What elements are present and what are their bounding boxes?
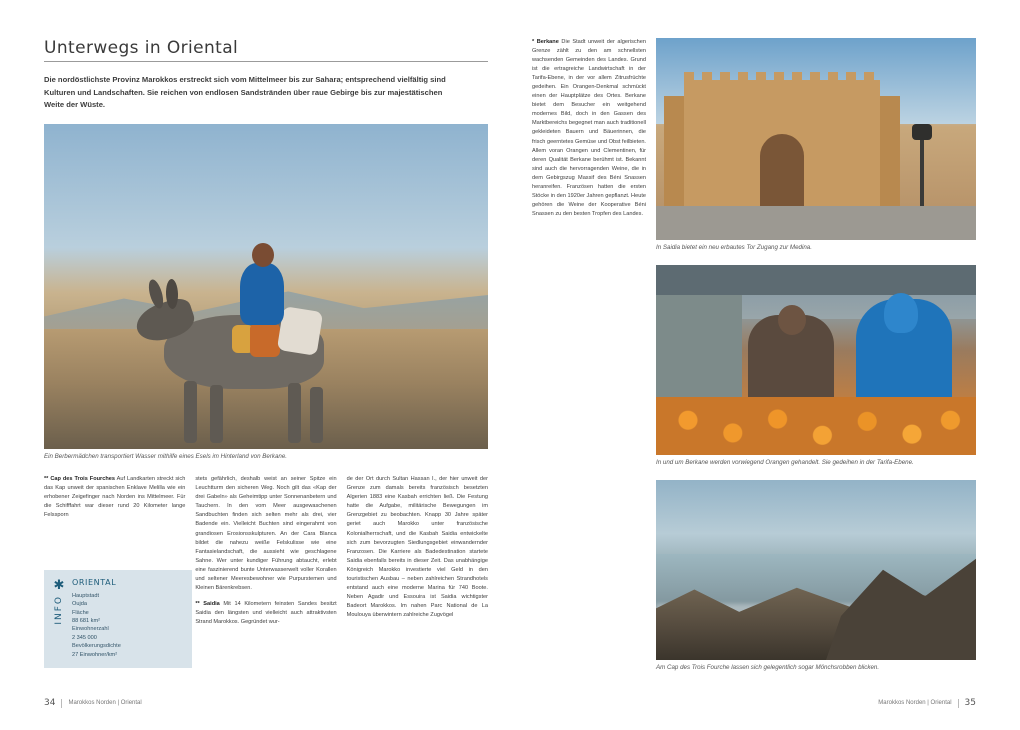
section-heading-berkane: * Berkane <box>532 39 559 45</box>
folio-left: 34 <box>44 698 56 708</box>
gate-crenellation <box>684 72 880 84</box>
info-row-flaeche <box>72 609 186 626</box>
market-canopy <box>656 265 976 295</box>
market-customer-head <box>884 293 918 333</box>
caption-berkane-market: In und um Berkane werden vorwiegend Orangen gehandelt. Sie gedeihen in der Tarifa-Ebene. <box>656 459 914 466</box>
right-photo-stack <box>656 38 976 671</box>
donkey-leg-3 <box>288 383 301 443</box>
star-icon: ✱ <box>53 576 65 592</box>
section-heading-cap-des-trois-fourches: ** Cap des Trois Fourches <box>44 476 115 483</box>
info-key-flaeche: Fläche <box>72 609 89 616</box>
water-container-orange <box>250 323 280 357</box>
info-row-hauptstadt <box>72 592 186 609</box>
info-box-tab-label: INFO <box>54 594 64 625</box>
info-value-flaeche: 88 681 km² <box>72 618 100 625</box>
donkey-leg-1 <box>184 381 197 443</box>
column-3-body: de der Ort durch Sultan Hassan I., der hier unweit der Grenze zum damals bereits französisch besetzten Algerien 1883 eine Kasbah errichten ließ. Die Festung hatte die Aufgabe, militärische Bewegungen im Grenzgebiet zu beobachten. Knapp 30 Jahre später geriet auch Marokko unter französische Kolonialherrschaft, und die Kasbah Saidia entwickelte sich zum bevorzugten Siedlungsgebiet einwandernder Franzosen. Die Karriere als Badedestination startete Saidia ebenfalls bereits in dieser Zeit. Das unabhängige Königreich Marokko investierte viel Geld in den touristischen Ausbau – neben zahlreichen Strandhotels entstand auch eine moderne Marina für 740 Boote. Neben Agadir und Essouira ist Saidia wichtigster Badeort Marokkos. Im nahen Parc National de La Moulouya überwintern zahlreiche Zugvögel <box>346 476 488 618</box>
caption-saidia-gate: In Saidia bietet ein neu erbautes Tor Zugang zur Medina. <box>656 244 812 251</box>
donkey-ear-right <box>165 278 178 308</box>
footer-text-left: Marokkos Norden | Oriental <box>68 700 142 706</box>
column-2 <box>195 475 336 634</box>
right-page <box>510 0 1020 730</box>
info-value-einwohnerzahl: 2 345 000 <box>72 634 97 641</box>
street-lamp-head <box>912 124 932 140</box>
market-stall <box>656 295 742 413</box>
page-title: Unterwegs in Oriental <box>44 38 239 58</box>
photo-cap-des-trois-fourches <box>656 480 976 660</box>
footer-text-right: Marokkos Norden | Oriental <box>878 700 952 706</box>
footer-divider-left <box>61 699 62 708</box>
title-divider <box>44 61 488 62</box>
info-key-hauptstadt: Hauptstadt <box>72 592 100 599</box>
hero-photo-donkey <box>44 124 488 449</box>
donkey-leg-4 <box>310 387 323 443</box>
caption-cap-des-trois-fourches: Am Cap des Trois Fourche lassen sich gelegentlich sogar Mönchsrobben blicken. <box>656 664 880 671</box>
column-3 <box>347 475 488 634</box>
left-page-footer <box>44 698 142 708</box>
section-heading-saidia: ** Saidia <box>195 600 220 607</box>
girl-head <box>252 243 274 267</box>
info-value-bevoelkerungsdichte: 27 Einwohner/km² <box>72 651 118 658</box>
orange-pile <box>656 397 976 455</box>
column-2-body: stets gefährlich, deshalb weist an seiner Spitze ein Leuchtturm den sicheren Weg. Noch gilt das «Kap der drei Gabeln» als Geheimtipp unter Sonnenanbetern und Tauchern. In den vom Meer ausgewaschenen Sandbuchten finden sich selten mehr als drei, vier Badende ein. Vielleicht Buchten sind eingerahmt von grandiosen Erosionsskulpturen. An der Cara Blanca bildet die nahezu weiße Felskulisse wie eine Fantasielandschaft, die aussieht wie geschlagene Sahne. Wer unter kundiger Führung abtaucht, erlebt eine faszinierend bunte Unterwasserwelt voller Korallen und seltener Meeresbewohner wie Purpurstemen und Kleinen Bärenkrebsen. <box>195 476 337 591</box>
info-box <box>44 570 192 668</box>
photo-berkane-market <box>656 265 976 455</box>
folio-right: 35 <box>964 698 976 708</box>
intro-paragraph: Die nordöstlichste Provinz Marokkos erstreckt sich vom Mittelmeer bis zur Sahara; entsprechend vielfältig sind Kulturen und Landschaften. Sie reichen von endlosen Sandstränden über raue Gebirge bis zur majestätischen Weite der Wüste. <box>44 75 446 110</box>
footer-divider-right <box>958 699 959 708</box>
right-page-footer <box>878 698 976 708</box>
info-key-einwohnerzahl: Einwohnerzahl <box>72 626 109 633</box>
right-content-grid <box>532 38 976 671</box>
info-row-einwohnerzahl <box>72 625 186 642</box>
hero-photo-caption: Ein Berbermädchen transportiert Wasser mithilfe eines Esels im Hinterland von Berkane. <box>44 452 288 460</box>
info-box-tab <box>48 578 70 659</box>
info-key-bevoelkerungsdichte: Bevölkerungsdichte <box>72 643 121 650</box>
info-row-bevoelkerungsdichte <box>72 642 186 659</box>
right-column-body: Die Stadt unweit der algerischen Grenze zählt zu den am schnellsten wachsenden Gemeinden des Landes. Grund ist die ertragreiche Landwirtschaft in der Tarifa-Ebene, in der vor allem Zitrusfrüchte gedeihen. Ein Orangen-Denkmal schmückt einen der Hauptplätze des Ortes. Berkane bietet dem Besucher ein weitgehend modernes Bild, doch in den Gassen des Marktbereichs begegnet man auch traditionell gekleideten Bauern und Bäuerinnen, die frisch geerntetes Gemüse und Obst feilbieten. Allem voran Orangen und Clementinen, für deren Qualität Berkane berühmt ist. Bekannt sind auch die hervorragenden Weine, die in dem Gebirgszug Massif des Béni Snassen heranreifen. Französen hatten die ersten Stöcke in den 1920er Jahren gepflanzt. Heute gehören die Weine der Kooperative Béni Snassen zu den besten Tropfen des Landes. <box>532 39 646 217</box>
photo-saidia-gate <box>656 38 976 240</box>
gate-road <box>656 206 976 240</box>
right-column-text <box>532 38 646 671</box>
donkey-leg-2 <box>210 385 223 443</box>
column-2-body-saidia: Mit 14 Kilometern feinsten Sandes besitzt Saidia den längsten und vielleicht auch attraktivsten Strand Marokkos. Gegründet wur- <box>195 600 337 625</box>
info-value-hauptstadt: Oujda <box>72 601 87 608</box>
info-box-body <box>70 578 186 659</box>
market-vendor-head <box>778 305 806 335</box>
info-box-title: ORIENTAL <box>72 577 117 587</box>
girl-body <box>240 263 284 325</box>
column-1-body: Auf Landkarten streckt sich das Kap unweit der spanischen Enklave Melilla wie ein erhobener Zeigefinger nach Norden ins Mittelmeer. Für die Schifffahrt war dieser rund 20 Kilometer lange Felssporn <box>44 476 186 519</box>
